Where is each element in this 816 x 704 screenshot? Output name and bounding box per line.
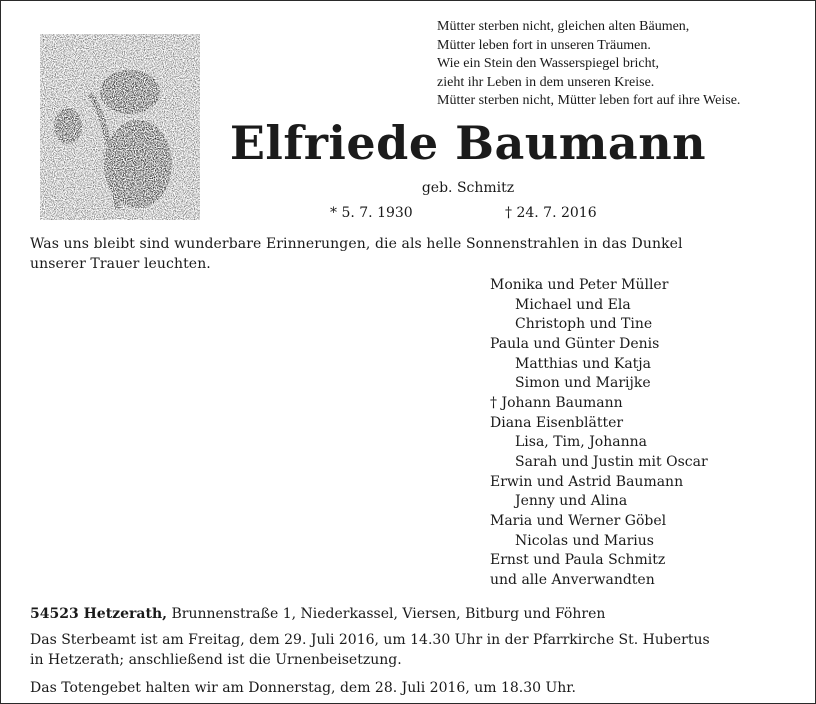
birth-date: * 5. 7. 1930	[330, 205, 413, 221]
family-entry: Christoph und Tine	[515, 316, 653, 333]
service-line: Das Sterbeamt ist am Freitag, dem 29. Juli 2016, um 14.30 Uhr in der Pfarrkirche St. Hubertus	[30, 632, 710, 648]
deceased-name: Elfriede Baumann	[229, 116, 707, 170]
intro-line: Was uns bleibt sind wunderbare Erinnerungen, die als helle Sonnenstrahlen in das Dunkel	[30, 236, 683, 252]
prayer-info: Das Totengebet halten wir am Donnerstag, dem 28. Juli 2016, um 18.30 Uhr.	[30, 680, 576, 696]
poem-line: Mütter leben fort in unseren Träumen.	[437, 37, 651, 53]
family-entry: Nicolas und Marius	[515, 532, 654, 549]
family-entry: Matthias und Katja	[515, 355, 651, 372]
service-line: in Hetzerath; anschließend ist die Urnenbeisetzung.	[30, 652, 402, 668]
family-entry: Diana Eisenblätter	[490, 414, 624, 431]
family-entry: Lisa, Tim, Johanna	[515, 434, 647, 451]
family-entry: Ernst und Paula Schmitz	[490, 552, 666, 569]
family-entry: Simon und Marijke	[515, 375, 651, 392]
address-rest: Brunnenstraße 1, Niederkassel, Viersen, Bitburg und Föhren	[167, 606, 606, 622]
family-list	[490, 276, 790, 591]
death-date: † 24. 7. 2016	[505, 205, 597, 221]
intro-line: unserer Trauer leuchten.	[30, 256, 211, 272]
family-entry: Maria und Werner Göbel	[490, 512, 667, 529]
family-entry: Michael und Ela	[515, 296, 631, 313]
family-entry: und alle Anverwandten	[490, 571, 655, 588]
family-entry: Erwin und Astrid Baumann	[490, 473, 684, 490]
intro-text	[30, 234, 790, 274]
poem-line: Wie ein Stein den Wasserspiegel bricht,	[437, 56, 659, 72]
address-place: 54523 Hetzerath,	[30, 606, 168, 622]
family-entry: † Johann Baumann	[490, 394, 623, 411]
poem-line: Mütter sterben nicht, Mütter leben fort auf ihre Weise.	[437, 93, 741, 109]
family-entry: Sarah und Justin mit Oscar	[515, 453, 708, 470]
family-entry: Paula und Günter Denis	[490, 335, 660, 352]
service-info	[30, 630, 800, 670]
poem	[437, 18, 807, 111]
family-entry: Monika und Peter Müller	[490, 277, 669, 293]
address-line	[30, 604, 800, 624]
poem-line: zieht ihr Leben in dem unseren Kreise.	[437, 74, 655, 90]
family-entry: Jenny und Alina	[515, 493, 628, 510]
poem-line: Mütter sterben nicht, gleichen alten Bäumen,	[437, 19, 690, 34]
maiden-name: geb. Schmitz	[421, 180, 515, 196]
